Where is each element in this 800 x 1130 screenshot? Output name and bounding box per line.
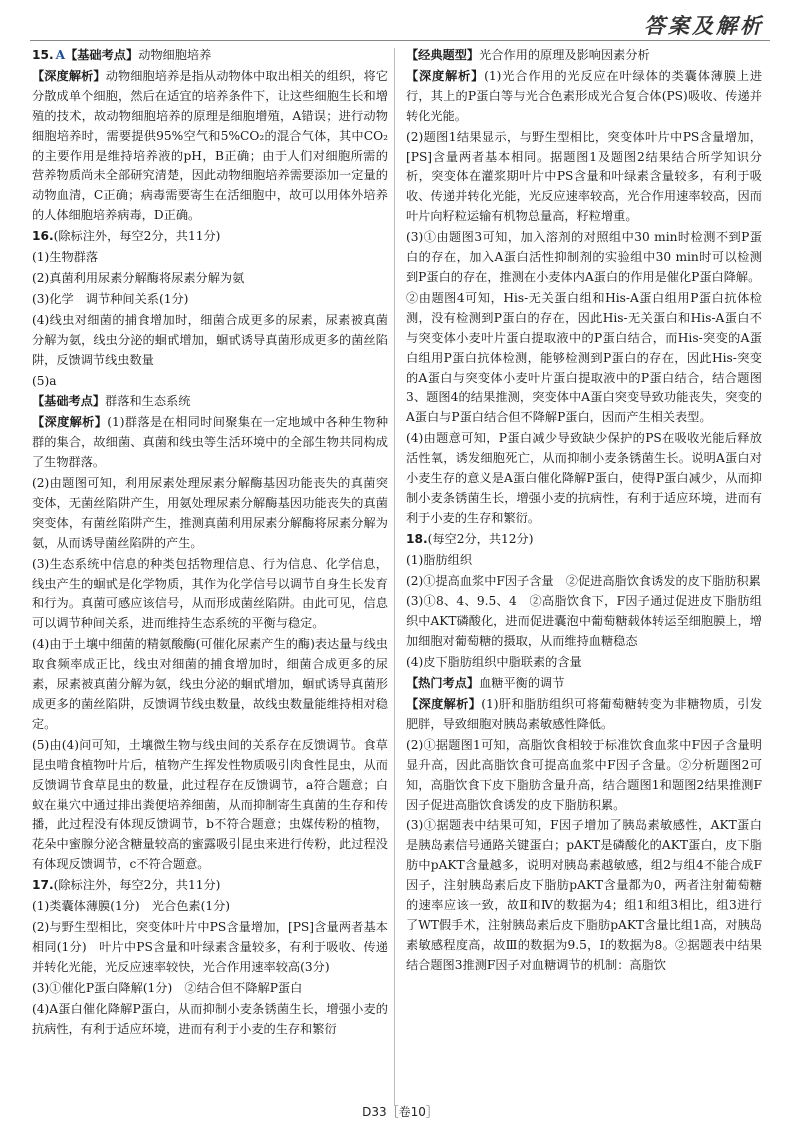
section-tag: 【热门考点】 bbox=[406, 676, 480, 691]
answer-line: (3)①8、4、9.5、4 ②高脂饮食下，F因子通过促进皮下脂肪组织中AKT磷酸化，进而促进囊泡中葡萄糖载体转运至细胞膜上，增加细胞对葡萄糖的摄取，从而维持血糖稳态 bbox=[406, 594, 762, 649]
paragraph-text: 光合作用的原理及影响因素分析 bbox=[479, 48, 650, 62]
tagged-paragraph bbox=[406, 695, 762, 735]
tagged-paragraph bbox=[406, 46, 762, 66]
page-footer: D33［卷10］ bbox=[362, 1105, 438, 1119]
right-column bbox=[406, 46, 762, 977]
answer-line: (3)化学 调节种间关系(1分) bbox=[32, 291, 189, 306]
tagged-paragraph bbox=[32, 67, 388, 226]
question-number: 17. bbox=[32, 878, 54, 893]
tagged-paragraph bbox=[406, 67, 762, 127]
answer-line: (5)a bbox=[32, 373, 57, 388]
answer-line: (4)皮下脂肪组织中脂联素的含量 bbox=[406, 655, 582, 670]
section-tag: 【经典题型】 bbox=[406, 48, 480, 62]
answer-line: (4)线虫对细菌的捕食增加时，细菌合成更多的尿素，尿素被真菌分解为氨，线虫分泌的蛔甙增加，蛔甙诱导真菌形成更多的菌丝陷阱，反馈调节线虫数量 bbox=[32, 312, 388, 367]
section-tag: 【基础考点】 bbox=[32, 394, 106, 409]
answer-line: (3)①据题表中结果可知，F因子增加了胰岛素敏感性，AKT蛋白是胰岛素信号通路关键蛋白；pAKT是磷酸化的AKT蛋白，皮下脂肪中pAKT含量越多，说明对胰岛素越敏感，组2与组4不能合成F因子，注射胰岛素后皮下脂肪pAKT含量都为0，两者注射葡萄糖的速率应该一致，故Ⅱ和Ⅳ的数据为4；组1和组3相比，组3进行了WT假手术，注射胰岛素后皮下脂肪pAKT含量比组1高，对胰岛素敏感程度高，故Ⅲ的数据为9.5，Ⅰ的数据为8。②据题表中结果结合题图3推测F因子对血糖调节的机制：高脂饮 bbox=[406, 818, 762, 972]
paragraph-text: 群落和生态系统 bbox=[105, 394, 191, 409]
section-tag: 【深度解析】 bbox=[32, 415, 108, 430]
question-text: (除标注外，每空2分，共11分) bbox=[53, 878, 221, 893]
answer-line: (2)真菌利用尿素分解酶将尿素分解为氨 bbox=[32, 270, 245, 285]
answer-line: (3)生态系统中信息的种类包括物理信息、行为信息、化学信息，线虫产生的蛔甙是化学物质，其作为化学信号以调节自身生长发育和行为。真菌可感应该信号，从而形成菌丝陷阱。由此可见，信息可以调节种间关系，进而维持生态系统的平衡与稳定。 bbox=[32, 556, 388, 631]
header-rule bbox=[30, 40, 770, 41]
paragraph-text: 动物细胞培养是指从动物体中取出相关的组织，将它分散成单个细胞，然后在适宜的培养条件下，让这些细胞生长和增殖的技术，故动物细胞培养的原理是细胞增殖，A错误；进行动物细胞培养时，需要提供95%空气和5%CO₂的混合气体，其中CO₂的主要作用是维持培养液的pH，B正确；由于人们对细胞所需的营养物质尚未全部研究清楚，因此动物细胞培养需要添加一定量的动物血清，C正确；病毒需要寄生在活细胞中，故可以用体外培养的人体细胞培养病毒，D正确。 bbox=[32, 68, 389, 223]
answer-line: (1)脂肪组织 bbox=[406, 552, 473, 567]
question-heading bbox=[32, 876, 388, 896]
question-text: (每空2分，共12分) bbox=[427, 531, 534, 546]
left-column bbox=[32, 46, 388, 1040]
paragraph-text: (1)肝和脂肪组织可将葡萄糖转变为非糖物质，引发肥胖，导致细胞对胰岛素敏感性降低。 bbox=[406, 697, 763, 731]
question-heading bbox=[406, 530, 762, 550]
paragraph-text: 血糖平衡的调节 bbox=[479, 676, 565, 691]
tagged-paragraph bbox=[406, 674, 762, 694]
answer-line: (4)由题意可知，P蛋白减少导致缺少保护的PS在吸收光能后释放活性氧，诱发细胞死亡，从而抑制小麦条锈菌生长。说明A蛋白对小麦生存的意义是A蛋白催化降解P蛋白，使得P蛋白减少，从而抑制小麦条锈菌生长，增强小麦的抗病性，有利于适应环境，进而有利于小麦的生存和繁衍。 bbox=[406, 431, 762, 525]
question-text: (除标注外，每空2分，共11分) bbox=[53, 229, 221, 244]
paragraph-text: (1)群落是在相同时间聚集在一定地域中各种生物种群的集合，故细菌、真菌和线虫等生活环境中的全部生物共同构成了生物群落。 bbox=[32, 415, 389, 470]
answer-line: (3)①催化P蛋白降解(1分) ②结合但不降解P蛋白 bbox=[32, 980, 303, 995]
section-tag: 【深度解析】 bbox=[406, 697, 482, 711]
answer-line: (2)与野生型相比，突变体叶片中PS含量增加，[PS]含量两者基本相同(1分) 叶片中PS含量和叶绿素含量较多，有利于吸收、传递并转化光能，光反应速率较快，光合作用速率较高(3分) bbox=[32, 919, 388, 974]
question-heading bbox=[32, 227, 388, 247]
answer-line: (2)①据题图1可知，高脂饮食相较于标准饮食血浆中F因子含量明显升高，因此高脂饮食可提高血浆中F因子含量。②分析题图2可知，高脂饮食下皮下脂肪含量升高，结合题图1和题图2结果推测F因子促进高脂饮食诱发的皮下脂肪积累。 bbox=[406, 737, 762, 812]
paragraph-text: (1)光合作用的光反应在叶绿体的类囊体薄膜上进行，其上的P蛋白等与光合色素形成光合复合体(PS)吸收、传递并转化光能。 bbox=[406, 68, 763, 123]
section-tag: 【深度解析】 bbox=[32, 68, 106, 83]
question-number: 18. bbox=[406, 531, 428, 546]
answer-line: (1)类囊体薄膜(1分) 光合色素(1分) bbox=[32, 899, 231, 914]
section-tag: 【基础考点】 bbox=[65, 48, 139, 62]
answer-line: ②由题图4可知，His-无关蛋白组和His-A蛋白组用P蛋白抗体检测，没有检测到P蛋白的存在，因此His-无关蛋白和His-A蛋白不与突变体小麦叶片蛋白提取液中的P蛋白结合，而His-突变的A蛋白组用P蛋白抗体检测，能够检测到P蛋白的存在，因此His-突变的A蛋白与突变体小麦叶片蛋白提取液中的P蛋白结合，结合题图3、题图4的结果推测，突变体中A蛋白突变导致功能丧失，突变的A蛋白与P蛋白结合但不降解P蛋白，因而产生相关表型。 bbox=[406, 290, 762, 425]
answer-line: (4)A蛋白催化降解P蛋白，从而抑制小麦条锈菌生长，增强小麦的抗病性，有利于适应环境，进而有利于小麦的生存和繁衍 bbox=[32, 1001, 388, 1036]
question-text: 动物细胞培养 bbox=[138, 48, 212, 62]
tagged-paragraph bbox=[32, 392, 388, 412]
answer-line: (5)由(4)问可知，土壤微生物与线虫间的关系存在反馈调节。食草昆虫啃食植物叶片后，植物产生挥发性物质吸引肉食性昆虫，从而反馈调节食草昆虫的数量，此过程存在反馈调节，a符合题意；白蚁在巢穴中通过排出粪便培养细菌，从而抑制寄生真菌的生存和传播，此过程没有体现反馈调节，b不符合题意；虫媒传粉的植物，花朵中蜜腺分泌含糖量较高的蜜露吸引昆虫来进行传粉，此过程没有体现反馈调节，c不符合题意。 bbox=[32, 737, 388, 872]
answer-line: (2)①提高血浆中F因子含量 ②促进高脂饮食诱发的皮下脂肪积累 bbox=[406, 573, 761, 588]
section-tag: 【深度解析】 bbox=[406, 68, 485, 83]
question-number: 16. bbox=[32, 229, 54, 244]
answer-choice: A bbox=[55, 48, 66, 62]
header-title: 答案及解析 bbox=[644, 14, 764, 38]
answer-line: (2)题图1结果显示，与野生型相比，突变体叶片中PS含量增加，[PS]含量两者基本相同。据题图1及题图2结果结合所学知识分析，突变体在灌浆期叶片中PS含量和叶绿素含量较多，有利于吸收、传递并转化光能，光反应速率较高，光合作用速率较高，因而叶片向籽粒运输有机物总量高，籽粒增重。 bbox=[406, 129, 762, 224]
question-heading bbox=[32, 46, 388, 66]
answer-line: (3)①由题图3可知，加入溶剂的对照组中30 min时检测不到P蛋白的存在，加入A蛋白活性抑制剂的实验组中30 min时可以检测到P蛋白的存在，推测在小麦体内A蛋白的作用是催化P蛋白降解。 bbox=[406, 230, 762, 284]
question-number: 15. bbox=[32, 48, 54, 62]
answer-line: (2)由题图可知，利用尿素处理尿素分解酶基因功能丧失的真菌突变体，无菌丝陷阱产生，用氨处理尿素分解酶基因功能丧失的真菌突变体，有菌丝陷阱产生，推测真菌利用尿素分解酶将尿素分解为氨，从而诱导菌丝陷阱的产生。 bbox=[32, 476, 388, 550]
tagged-paragraph bbox=[32, 413, 388, 473]
answer-line: (1)生物群落 bbox=[32, 250, 99, 265]
column-divider bbox=[394, 48, 395, 1106]
answer-line: (4)由于土壤中细菌的精氨酸酶(可催化尿素产生的酶)表达量与线虫取食频率成正比，线虫对细菌的捕食增加时，细菌合成更多的尿素，尿素被真菌分解为氨，线虫分泌的蛔甙增加，蛔甙诱导真菌形成更多的菌丝陷阱，反馈调节线虫数量，故线虫数量能维持相对稳定。 bbox=[32, 637, 388, 731]
